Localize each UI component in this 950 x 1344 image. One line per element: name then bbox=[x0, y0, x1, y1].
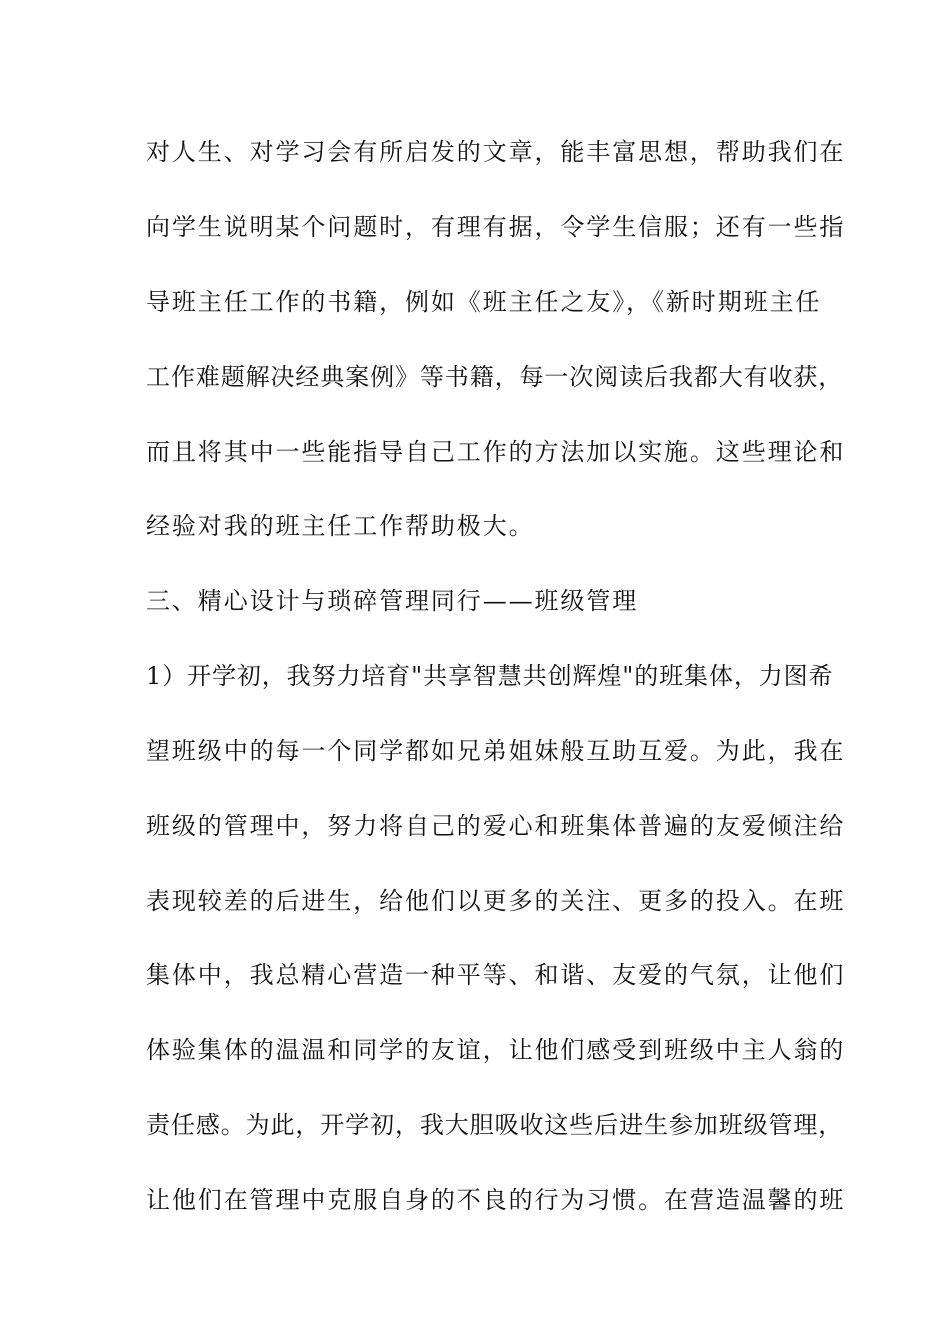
paragraph-line: 工作难题解决经典案例》等书籍，每一次阅读后我都大有收获， bbox=[146, 363, 844, 391]
paragraph-line: 班级的管理中，努力将自己的爱心和班集体普遍的友爱倾注给 bbox=[146, 812, 846, 840]
section-heading: 三、精心设计与琐碎管理同行——班级管理 bbox=[146, 587, 639, 615]
paragraph-line: 对人生、对学习会有所启发的文章，能丰富思想，帮助我们在 bbox=[146, 138, 846, 166]
paragraph-line: 向学生说明某个问题时，有理有据，令学生信服；还有一些指 bbox=[146, 213, 846, 241]
paragraph-line: 让他们在管理中克服自身的不良的行为习惯。在营造温馨的班 bbox=[146, 1186, 846, 1214]
paragraph-line: 体验集体的温温和同学的友谊，让他们感受到班级中主人翁的 bbox=[146, 1036, 846, 1064]
paragraph-line: 责任感。为此，开学初，我大胆吸收这些后进生参加班级管理， bbox=[146, 1111, 844, 1139]
paragraph-line: 导班主任工作的书籍，例如《班主任之友》，《新时期班主任 bbox=[146, 288, 822, 316]
paragraph-line: 表现较差的后进生，给他们以更多的关注、更多的投入。在班 bbox=[146, 887, 846, 915]
paragraph-line: 经验对我的班主任工作帮助极大。 bbox=[146, 512, 535, 540]
paragraph-line: 1）开学初，我努力培育"共享智慧共创辉煌"的班集体，力图希 bbox=[146, 662, 834, 690]
paragraph-line: 而且将其中一些能指导自己工作的方法加以实施。这些理论和 bbox=[146, 438, 846, 466]
paragraph-line: 望班级中的每一个同学都如兄弟姐妹般互助互爱。为此，我在 bbox=[146, 737, 846, 765]
paragraph-line: 集体中，我总精心营造一种平等、和谐、友爱的气氛，让他们 bbox=[146, 961, 846, 989]
